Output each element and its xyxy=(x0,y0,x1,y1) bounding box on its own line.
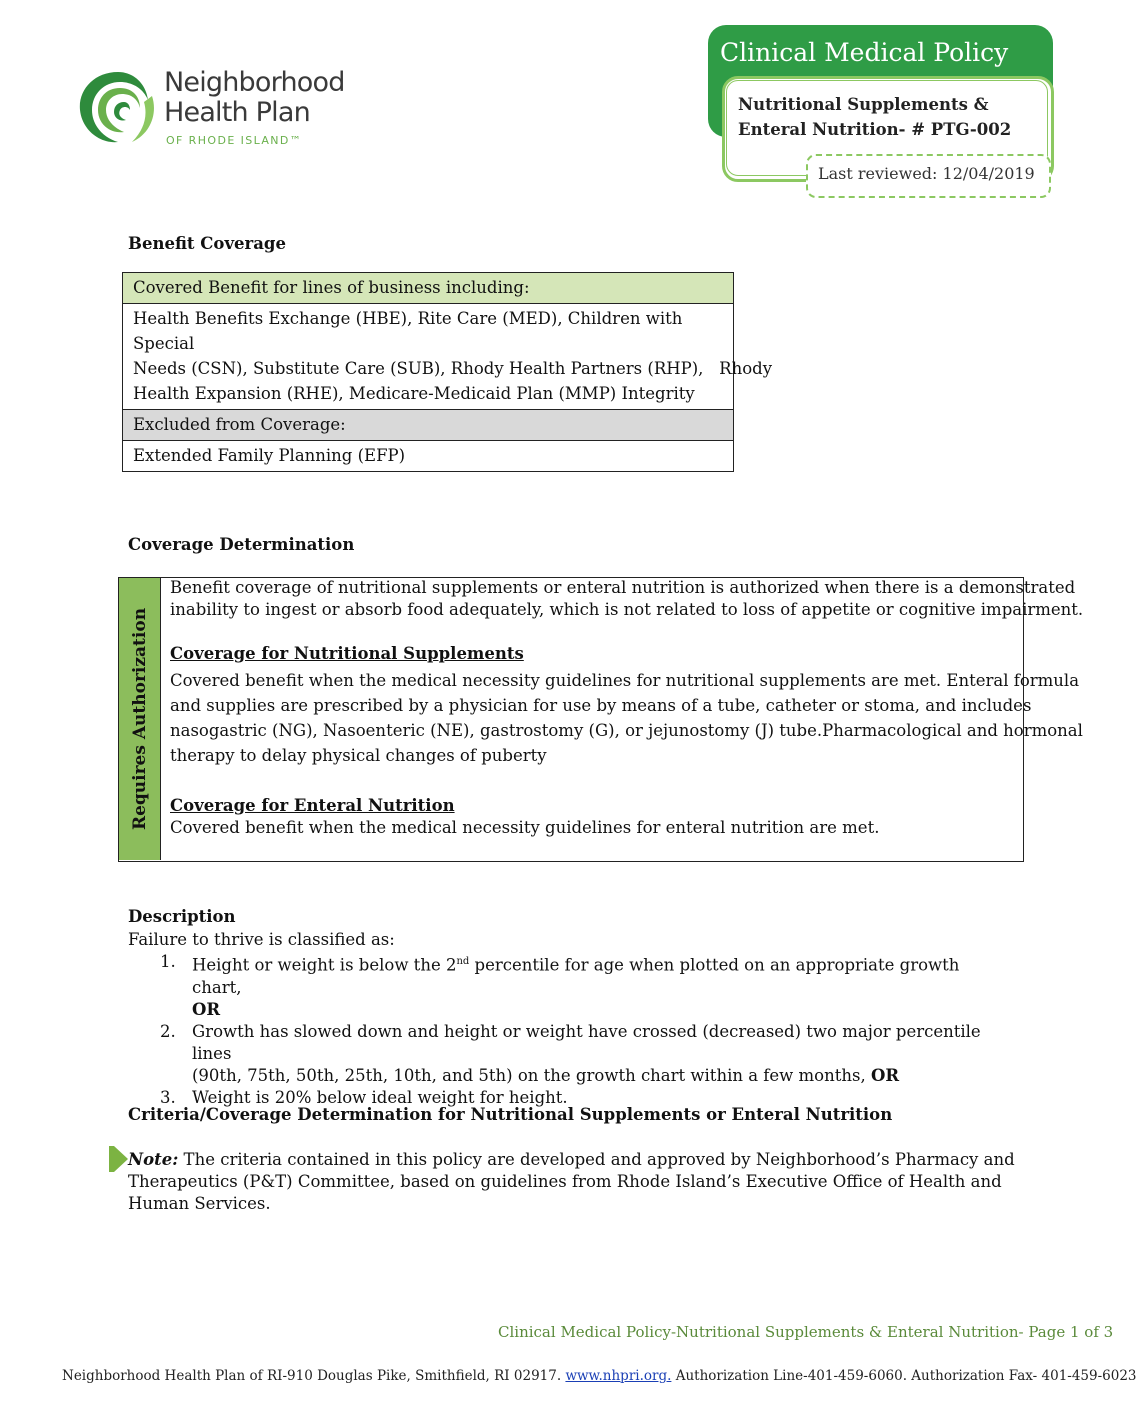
logo-name: Neighborhood Health Plan xyxy=(164,67,345,128)
nutritional-supplements-subheading: Coverage for Nutritional Supplements xyxy=(170,644,524,663)
page-footer-title: Clinical Medical Policy-Nutritional Supplements & Enteral Nutrition- Page 1 of 3 xyxy=(498,1323,1114,1341)
description-heading: Description xyxy=(128,907,236,926)
swirl-logo-icon xyxy=(74,66,162,150)
criteria-note: Note: The criteria contained in this policy are developed and approved by Neighborhood’s Pharmacy and Therapeutics (P&T) Committee, based on guidelines from Rhode Island’s Executive Office of Health and Human Services. xyxy=(128,1150,1015,1213)
enteral-nutrition-subheading: Coverage for Enteral Nutrition xyxy=(170,796,455,815)
nutritional-supplements-text: Covered benefit when the medical necessity guidelines for nutritional supplements are met. Enteral formula and supplies are prescribed by a physician for use by means of a tube, catheter or stoma, and includes nasogastric (NG), Nasoenteric (NE), gastrostomy (G), or jejunostomy (J) tube.Pharmacological and hormonal therapy to delay physical changes of puberty xyxy=(170,671,1083,765)
policy-name: Nutritional Supplements & Enteral Nutrition- # PTG-002 xyxy=(738,95,1012,139)
list-item: 2. Growth has slowed down and height or weight have crossed (decreased) two major percentile lines (90th, 75th, 50th, 25th, 10th, and 5th) on the growth chart within a few months, OR xyxy=(160,1021,981,1085)
requires-authorization-label: Requires Authorization xyxy=(129,607,150,831)
covered-benefit-lines: Health Benefits Exchange (HBE), Rite Care (MED), Children with Special Needs (CSN), Substitute Care (SUB), Rhody Health Partners (RHP), Rhody Health Expansion (RHE), Medicare-Medicaid Plan (MMP) Integrity xyxy=(123,304,733,410)
excluded-coverage-value: Extended Family Planning (EFP) xyxy=(133,446,406,465)
covered-benefit-header: Covered Benefit for lines of business including: xyxy=(123,273,733,304)
coverage-intro: Benefit coverage of nutritional supplements or enteral nutrition is authorized when there is a demonstrated inability to ingest or absorb food adequately, which is not related to loss of appetite or cognitive impairment. xyxy=(170,578,1084,619)
page-footer-address: Neighborhood Health Plan of RI-910 Douglas Pike, Smithfield, RI 02917. www.nhpri.org. Authorization Line-401-459-6060. Authorization Fax- 401-459-6023 xyxy=(62,1368,1137,1384)
benefit-coverage-table xyxy=(122,272,773,472)
description-intro: Failure to thrive is classified as: xyxy=(128,930,395,949)
failure-to-thrive-list xyxy=(128,951,1008,1109)
list-item: 1. Height or weight is below the 2nd percentile for age when plotted on an appropriate growth chart, OR xyxy=(160,952,960,1019)
criteria-heading: Criteria/Coverage Determination for Nutritional Supplements or Enteral Nutrition xyxy=(128,1105,893,1124)
benefit-coverage-heading: Benefit Coverage xyxy=(128,234,286,253)
policy-title: Clinical Medical Policy xyxy=(720,38,1009,67)
coverage-determination-heading: Coverage Determination xyxy=(128,535,355,554)
website-link[interactable]: www.nhpri.org. xyxy=(565,1368,672,1384)
logo-subtitle: OF RHODE ISLAND™ xyxy=(166,134,303,147)
requires-authorization-bar xyxy=(119,578,161,860)
list-item: 3. Weight is 20% below ideal weight for height. xyxy=(160,1087,568,1107)
excluded-coverage-header: Excluded from Coverage: xyxy=(123,410,733,441)
enteral-nutrition-text: Covered benefit when the medical necessity guidelines for enteral nutrition are met. xyxy=(170,818,880,837)
description-body xyxy=(128,929,1008,1109)
note-arrow-icon xyxy=(114,1146,128,1172)
last-reviewed-badge: Last reviewed: 12/04/2019 xyxy=(806,154,1051,198)
nhp-logo xyxy=(74,64,374,154)
